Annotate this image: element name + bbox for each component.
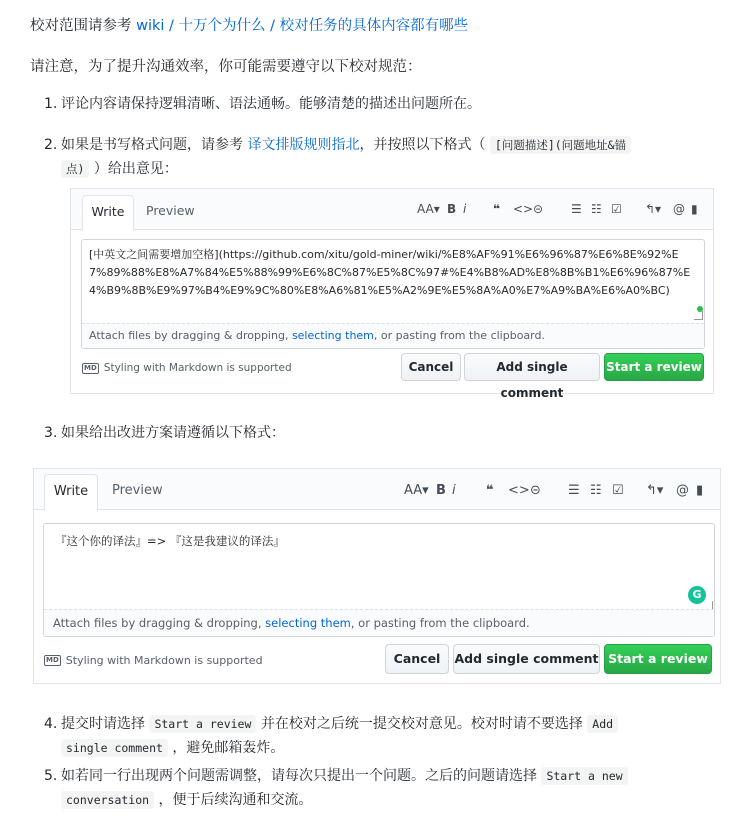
attach-text: Attach files by dragging & dropping, [53,616,266,630]
markdown-note[interactable] [44,654,263,667]
item-text: 评论内容请保持逻辑清晰、语法通畅。能够清楚的描述出问题所在。 [61,96,481,112]
reply-icon[interactable]: ↰▾ [646,482,664,498]
item-number: 2. [44,137,58,153]
cancel-button[interactable]: Cancel [401,353,461,381]
item-text: ，便于后续沟通和交流。 [154,792,313,808]
grammarly-icon[interactable]: G [688,586,706,604]
markdown-toolbar [404,480,708,500]
markdown-note-text: Styling with Markdown is supported [65,654,263,667]
start-review-button[interactable]: Start a review [604,644,712,674]
item-text: 提交时请选择 [61,716,150,732]
editor-content: [中英文之间需要增加空格](https://github.com/xitu/gold-miner/wiki/%E8%AF%91%E6%96%87%E6%8E%92%E7%89%88%E8%A7%84%E5%88%99%E6%8C%87%E5%8C%97#%E4%B8%AD%E8%8B%B1%E6%96%87%E4%B9%8B%E9%97%B4%E9%9C%80%E8%A6%81%E5%A2%9E%E5%8A%A0%E7%A9%BA%E6%A0%BC) [89,248,691,297]
format-code: 点) [61,160,89,178]
task-list-icon[interactable]: ☑ [612,482,624,498]
attach-files-bar[interactable] [82,323,704,348]
quote-icon[interactable]: ❝ [493,202,501,216]
list-item [44,712,716,760]
item-number: 4. [44,716,58,732]
link-icon[interactable]: ⊝ [530,482,541,498]
tab-preview[interactable]: Preview [112,483,163,498]
item-number: 5. [44,768,58,784]
markdown-icon: MD [46,656,59,664]
list-item [44,133,721,181]
item-text: 如果给出改进方案请遵循以下格式： [61,425,285,441]
code-icon[interactable]: <> [513,202,534,216]
single-comment-code: single comment [61,739,168,757]
comment-textarea[interactable] [43,523,715,637]
ordered-list-icon[interactable]: ☷ [591,202,602,216]
unordered-list-icon[interactable]: ☰ [568,482,580,498]
tab-write[interactable]: Write [44,474,98,511]
markdown-icon: MD [84,363,97,372]
separator: / [164,18,179,34]
selecting-them-link[interactable]: selecting them [291,329,374,342]
start-review-code: Start a review [149,715,256,733]
start-review-button[interactable]: Start a review [604,353,704,381]
attach-text: Attach files by dragging & dropping, [89,329,292,342]
item-text: 并在校对之后统一提交校对意见。校对时请不要选择 [256,716,588,732]
conversation-code: conversation [61,791,154,809]
attach-files-bar[interactable] [44,609,714,636]
bold-icon[interactable]: B [436,482,446,498]
add-code: Add [587,715,618,733]
heading-icon[interactable]: AA▾ [417,202,440,216]
list-item [44,421,741,445]
review-panel-example-1 [70,188,714,400]
mention-icon[interactable]: @ [676,482,689,498]
item-number: 3. [44,425,58,441]
code-icon[interactable]: <> [508,482,530,498]
wiki-link[interactable]: wiki [136,18,165,34]
task-list-icon[interactable]: ☑ [611,202,622,216]
why-link[interactable]: 十万个为什么 [178,18,266,34]
selecting-them-link[interactable]: selecting them [265,616,351,630]
resize-handle-icon[interactable] [694,311,703,320]
mention-icon[interactable]: @ [673,202,685,216]
markdown-note-text: Styling with Markdown is supported [103,362,292,374]
comment-textarea[interactable] [81,239,705,349]
item-number: 1. [44,96,58,112]
tasks-link[interactable]: 校对任务的具体内容都有哪些 [279,18,469,34]
markdown-toolbar [417,199,703,219]
separator: / [265,18,280,34]
quote-icon[interactable]: ❝ [486,482,494,498]
editor-tabs [71,189,713,230]
item-text: ，避免邮箱轰炸。 [167,740,285,756]
italic-icon[interactable]: i [463,202,467,216]
scope-prefix: 校对范围请参考 [30,18,137,34]
heading-icon[interactable]: AA▾ [404,482,429,498]
editor-tabs [34,469,720,510]
item-text: ，并按照以下格式（ [359,137,490,153]
item-text: ）给出意见： [89,161,178,177]
item-text: 如果是书写格式问题，请参考 [61,137,248,153]
start-new-code: Start a new [541,767,627,785]
list-item [44,764,721,812]
ordered-list-icon[interactable]: ☷ [590,482,602,498]
reply-icon[interactable]: ↰▾ [645,202,662,216]
typesetting-guide-link[interactable]: 译文排版规则指北 [247,137,360,153]
format-code: [问题描述](问题地址&锚 [490,136,631,154]
italic-icon[interactable]: i [452,482,456,498]
item-text: 如若同一行出现两个问题需调整，请每次只提出一个问题。之后的问题请选择 [61,768,542,784]
bold-icon[interactable]: B [447,202,457,216]
markdown-note[interactable] [82,362,292,374]
scope-reference-line [30,14,468,35]
review-panel-example-2 [33,468,721,684]
bookmark-icon[interactable]: ▮ [696,482,704,498]
editor-content: 『这个你的译法』=> 『这是我建议的译法』 [55,534,285,548]
attach-text: , or pasting from the clipboard. [350,616,530,630]
bookmark-icon[interactable]: ▮ [691,202,698,216]
add-single-comment-button[interactable]: Add single comment [453,644,600,674]
tab-preview[interactable]: Preview [146,203,195,218]
unordered-list-icon[interactable]: ☰ [571,202,582,216]
tab-write[interactable]: Write [82,195,134,231]
link-icon[interactable]: ⊝ [533,202,544,216]
attach-text: , or pasting from the clipboard. [373,329,545,342]
add-single-comment-button[interactable]: Add single comment [464,353,600,381]
list-item [44,92,741,116]
intro-text: 请注意，为了提升沟通效率，你可能需要遵守以下校对规范： [30,59,422,75]
cancel-button[interactable]: Cancel [385,644,449,674]
